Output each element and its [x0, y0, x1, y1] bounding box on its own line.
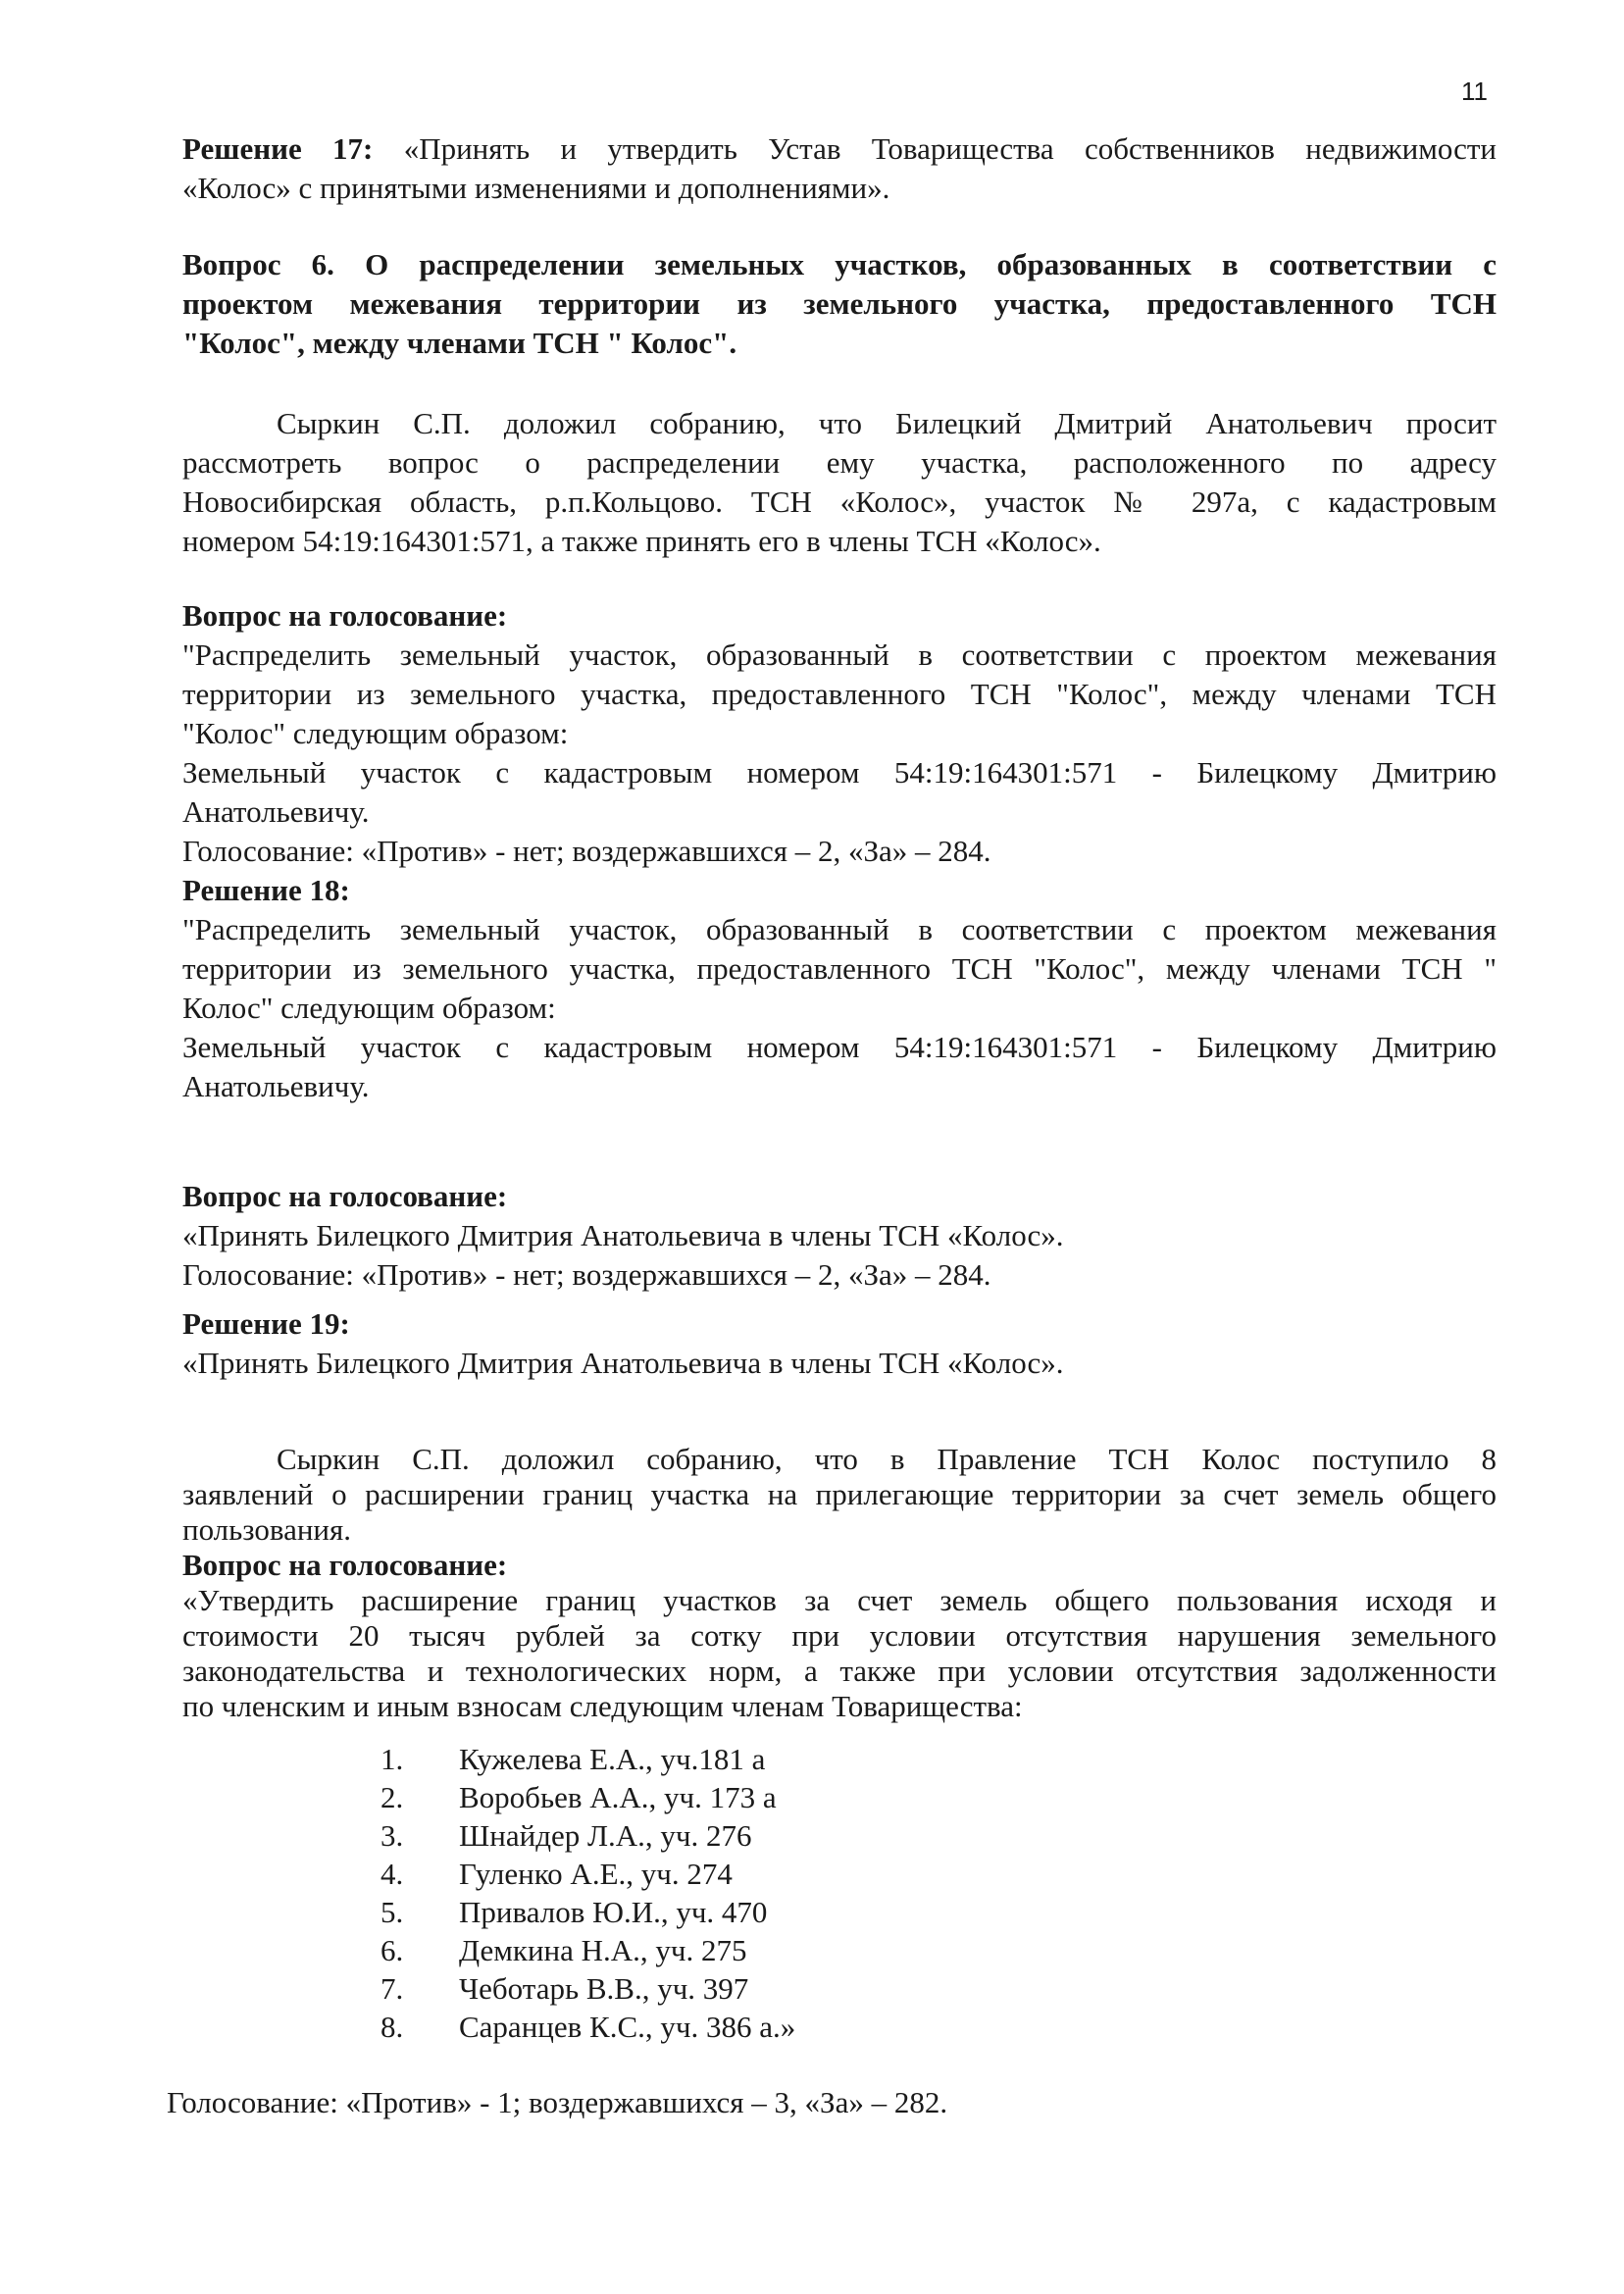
list-item: 8. Саранцев К.С., уч. 386 а.»: [381, 2010, 796, 2044]
decision-17-label: Решение 17:: [182, 131, 374, 166]
list-item: 4. Гуленко А.Е., уч. 274: [381, 1857, 733, 1891]
report-2: [182, 1442, 1497, 1548]
decision-18-line-1: "Распределить земельный участок, образованный в соответствии с проектом межевания: [182, 912, 1497, 946]
question-6-line-3: "Колос", между членами ТСН " Колос".: [182, 326, 737, 360]
report-2-line-3: пользования.: [182, 1512, 352, 1547]
report-1-line-4: номером 54:19:164301:571, а также принять его в члены ТСН «Колос».: [182, 524, 1101, 558]
vote-question-2-line-1: «Принять Билецкого Дмитрия Анатольевича в члены ТСН «Колос».: [182, 1218, 1064, 1252]
decision-17-line-2: «Колос» с принятыми изменениями и дополнениями».: [182, 171, 890, 205]
list-item: 1. Кужелева Е.А., уч.181 а: [381, 1742, 766, 1776]
list-item: 3. Шнайдер Л.А., уч. 276: [381, 1818, 752, 1853]
list-item: 2. Воробьев А.А., уч. 173 а: [381, 1780, 777, 1814]
vote-question-3-line-3: законодательства и технологических норм, а также при условии отсутствия задолженности: [182, 1654, 1497, 1688]
vote-question-3-line-4: по членским и иным взносам следующим членам Товарищества:: [182, 1689, 1023, 1723]
decision-18-label: Решение 18:: [182, 873, 350, 907]
vote-question-3-line-2: стоимости 20 тысяч рублей за сотку при условии отсутствия нарушения земельного: [182, 1618, 1497, 1653]
decision-17-line-1: Решение 17: «Принять и утвердить Устав Товарищества собственников недвижимости: [182, 131, 1497, 166]
final-vote: [167, 2083, 1481, 2122]
list-item: 5. Привалов Ю.И., уч. 470: [381, 1895, 768, 1929]
decision-18-line-3: Колос" следующим образом:: [182, 991, 556, 1025]
list-item: 6. Демкина Н.А., уч. 275: [381, 1933, 747, 1967]
question-6-line-2: проектом межевания территории из земельного участка, предоставленного ТСН: [182, 286, 1497, 321]
vote-question-1-line-4: Земельный участок с кадастровым номером 54:19:164301:571 - Билецкому Дмитрию: [182, 755, 1497, 790]
vote-question-1-line-1: "Распределить земельный участок, образованный в соответствии с проектом межевания: [182, 637, 1497, 672]
report-1-line-2: рассмотреть вопрос о распределении ему участка, расположенного по адресу: [182, 445, 1497, 480]
question-6-heading: [182, 245, 1497, 363]
vote-question-1-line-5: Анатольевичу.: [182, 794, 370, 829]
vote-question-1: [182, 596, 1497, 871]
vote-question-1-result: Голосование: «Против» - нет; воздержавшихся – 2, «За» – 284.: [182, 834, 991, 868]
vote-question-1-line-3: "Колос" следующим образом:: [182, 716, 569, 750]
vote-question-2-label: Вопрос на голосование:: [182, 1179, 508, 1213]
vote-question-3: [182, 1548, 1497, 1724]
question-6-line-1: Вопрос 6. О распределении земельных участков, образованных в соответствии с: [182, 247, 1497, 281]
decision-19: [182, 1304, 1497, 1383]
members-list: [381, 1740, 871, 2046]
report-2-line-1: Сыркин С.П. доложил собранию, что в Правление ТСН Колос поступило 8: [277, 1442, 1497, 1476]
decision-19-label: Решение 19:: [182, 1306, 350, 1341]
decision-18: [182, 871, 1497, 1106]
decision-19-line-1: «Принять Билецкого Дмитрия Анатольевича в члены ТСН «Колос».: [182, 1346, 1064, 1380]
vote-question-2-result: Голосование: «Против» - нет; воздержавшихся – 2, «За» – 284.: [182, 1257, 991, 1292]
decision-18-line-2: территории из земельного участка, предоставленного ТСН "Колос", между членами ТСН ": [182, 951, 1497, 986]
final-vote-text: Голосование: «Против» - 1; воздержавшихся – 3, «За» – 282.: [167, 2085, 948, 2119]
vote-question-1-label: Вопрос на голосование:: [182, 598, 508, 633]
vote-question-2: [182, 1177, 1497, 1295]
decision-17: [182, 129, 1497, 208]
vote-question-1-line-2: территории из земельного участка, предоставленного ТСН "Колос", между членами ТСН: [182, 677, 1497, 711]
report-2-line-2: заявлений о расширении границ участка на прилегающие территории за счет земель общего: [182, 1477, 1497, 1511]
decision-18-line-4: Земельный участок с кадастровым номером 54:19:164301:571 - Билецкому Дмитрию: [182, 1030, 1497, 1064]
list-item: 7. Чеботарь В.В., уч. 397: [381, 1971, 749, 2006]
page-number: 11: [1461, 76, 1488, 106]
report-1-line-1: Сыркин С.П. доложил собранию, что Билецкий Дмитрий Анатольевич просит: [277, 406, 1497, 440]
report-1: [182, 404, 1497, 561]
vote-question-3-line-1: «Утвердить расширение границ участков за счет земель общего пользования исходя и: [182, 1583, 1497, 1617]
vote-question-3-label: Вопрос на голосование:: [182, 1548, 508, 1582]
report-1-line-3: Новосибирская область, р.п.Кольцово. ТСН «Колос», участок № 297а, с кадастровым: [182, 484, 1497, 519]
decision-18-line-5: Анатольевичу.: [182, 1069, 370, 1103]
